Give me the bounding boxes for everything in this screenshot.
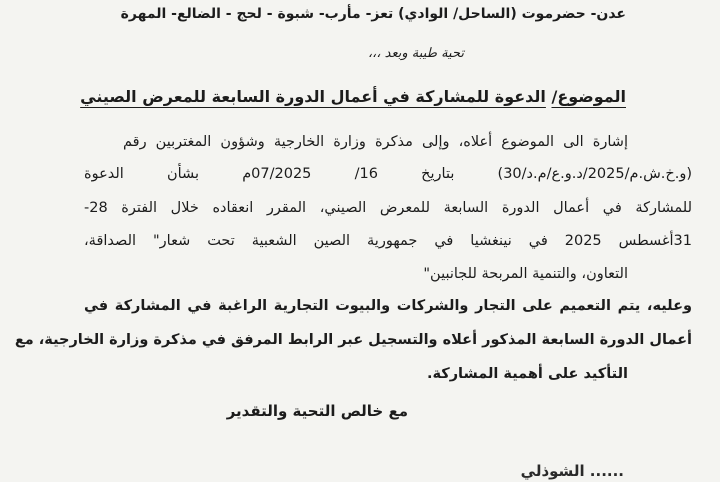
closing-line: مع خالص التحية والتقدير [226,402,408,420]
regions-line: عدن- حضرموت (الساحل/ الوادي) تعز- مأرب- شبوة - لحج - الضالع- المهرة [120,6,626,22]
subject-label: الموضوع/ [551,87,626,106]
paragraph1-line2: (و.خ.ش.م/2025/د.و.ع/م.د/30) بتاريخ 16/ 07/2025م بشأن الدعوة [84,166,693,182]
subject-text: الدعوة للمشاركة في أعمال الدورة السابعة للمعرض الصيني [80,87,546,106]
paragraph1-line1: إشارة الى الموضوع أعلاه، وإلى مذكرة وزارة الخارجية وشؤون المغتربين رقم [123,134,628,150]
paragraph2-line1: وعليه، يتم التعميم على التجار والشركات والبيوت التجارية الراغبة في المشاركة في [84,298,692,314]
subject-line [80,87,626,106]
paragraph1-line3: للمشاركة في أعمال الدورة السابعة للمعرض الصيني، المقرر انعقاده خلال الفترة 28- [84,200,692,216]
signature-line: ...... الشوذلي [520,462,624,480]
paragraph1-line5: التعاون، والتنمية المربحة للجانبين" [423,266,628,282]
greeting-line: تحية طيبة وبعد ،،، [367,46,464,61]
paragraph2-line2: أعمال الدورة السابعة المذكور أعلاه والتسجيل عبر الرابط المرفق في مذكرة وزارة الخارجية، مع [14,332,692,348]
paragraph2-line3: التأكيد على أهمية المشاركة. [426,366,628,382]
paragraph1-line4: 31أغسطس 2025 في نينغشيا في جمهورية الصين الشعبية تحت شعار" الصداقة، [84,233,692,249]
